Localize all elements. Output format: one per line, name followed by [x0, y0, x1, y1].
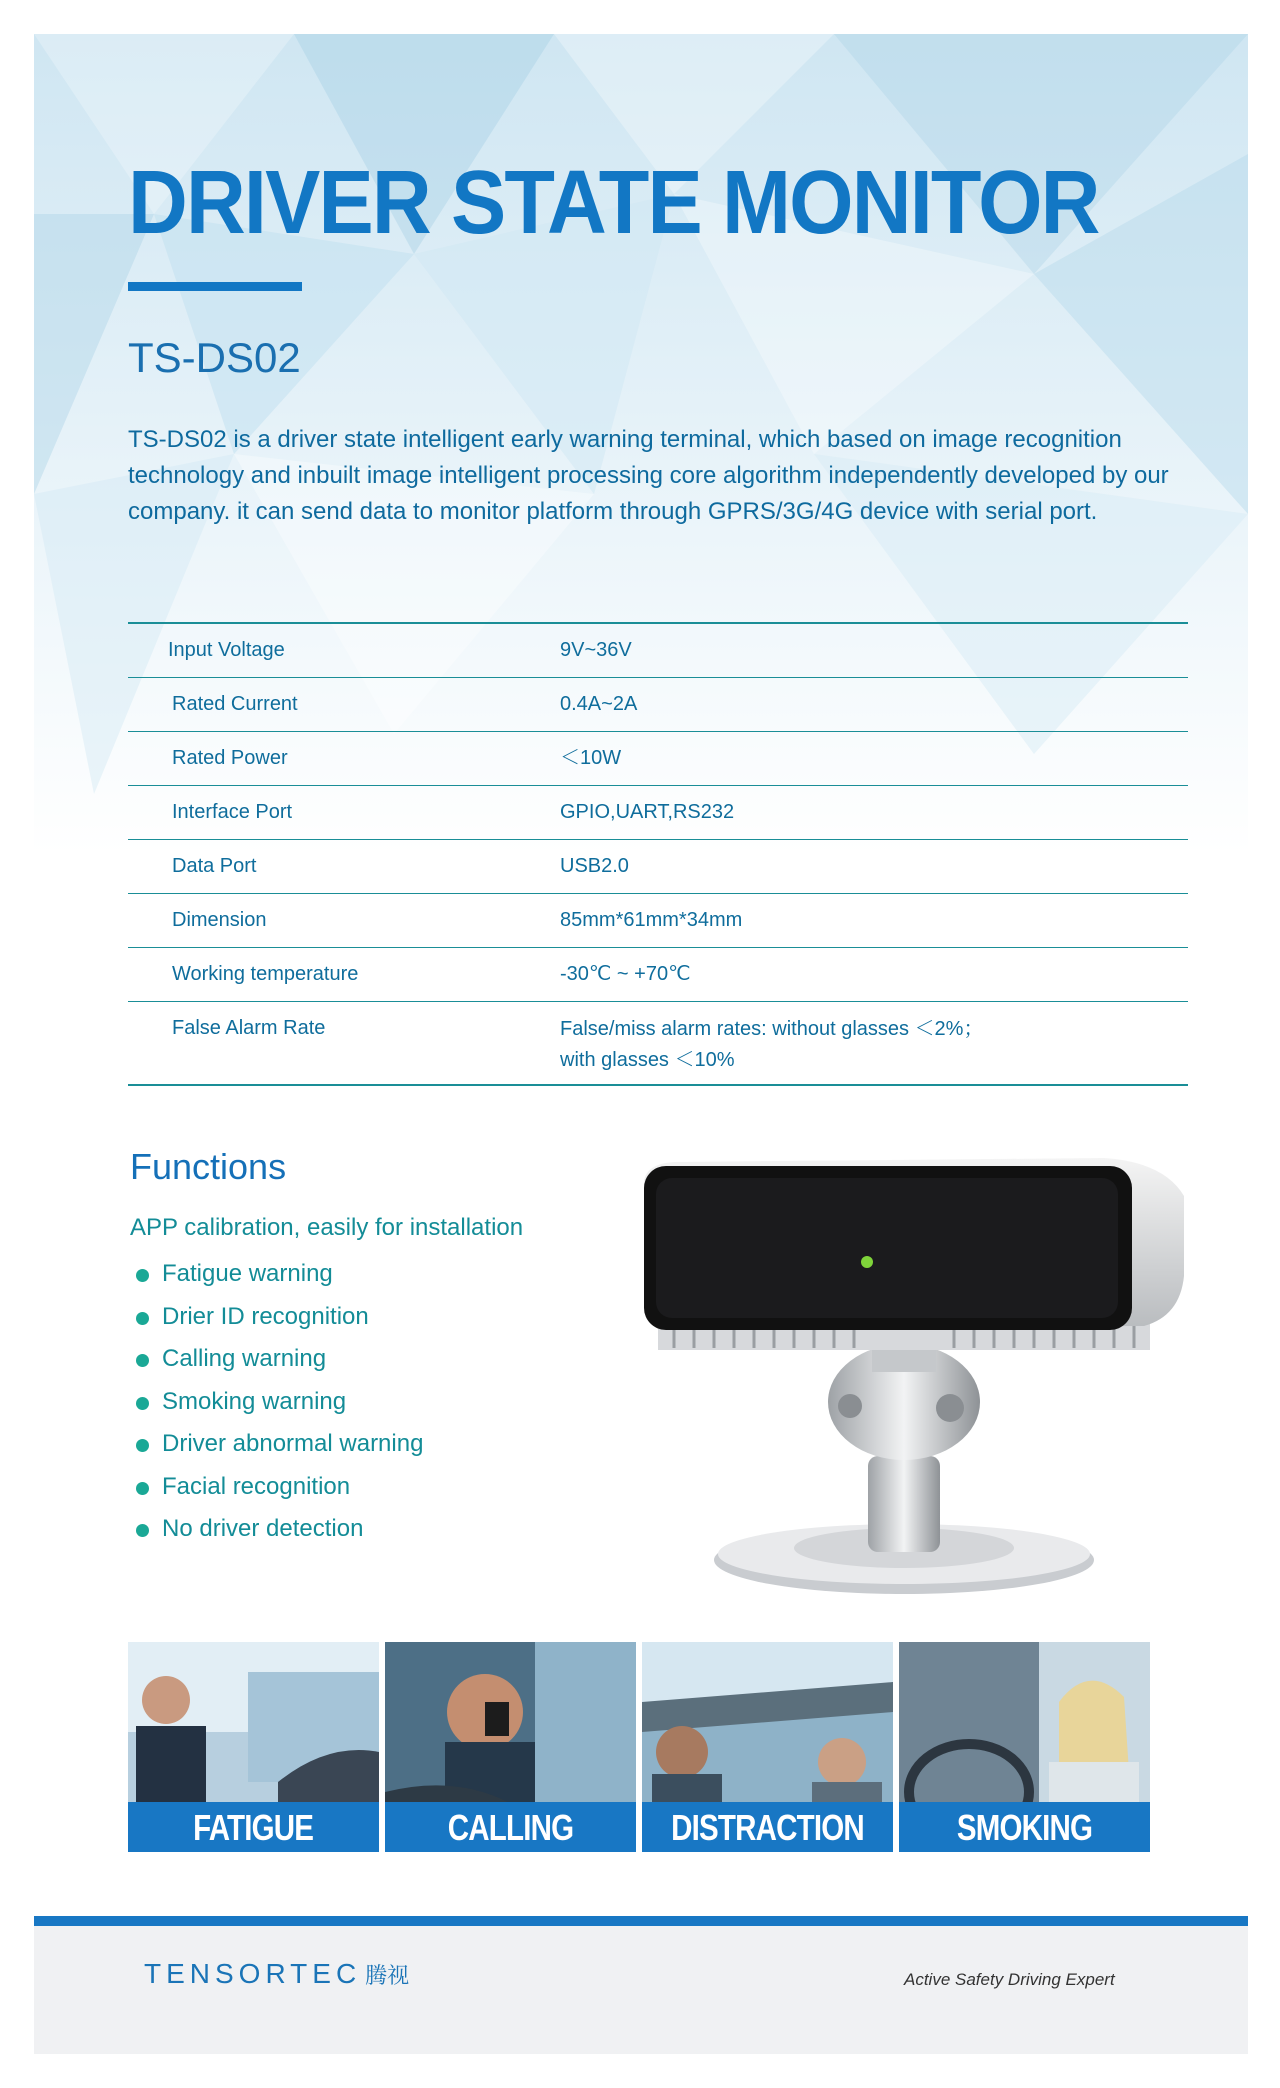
spec-value: 0.4A~2A: [560, 693, 638, 715]
bullet-icon: [136, 1524, 149, 1537]
brand-name-cn: 腾视: [365, 1962, 410, 1988]
spec-label: Dimension: [172, 909, 267, 931]
tile-label: DISTRACTION: [642, 1802, 893, 1852]
spec-value: [560, 1014, 1120, 1076]
spec-row: [128, 894, 1188, 948]
spec-value-line: with glasses ＜10%: [560, 1049, 735, 1071]
spec-label: Interface Port: [172, 801, 293, 823]
spec-row: [128, 786, 1188, 840]
tile-smoking: [899, 1642, 1150, 1852]
spec-value: ＜10W: [560, 747, 622, 769]
spec-row: [128, 840, 1188, 894]
spec-row: [128, 948, 1188, 1002]
page-title: DRIVER STATE MONITOR: [128, 153, 1099, 253]
title-underline: [128, 282, 302, 291]
spec-label: Rated Current: [172, 693, 298, 715]
tile-fatigue: [128, 1642, 379, 1852]
functions-title: Functions: [130, 1146, 287, 1187]
tile-label: FATIGUE: [128, 1802, 379, 1852]
spec-value: USB2.0: [560, 855, 629, 877]
tile-label: SMOKING: [899, 1802, 1150, 1852]
device-image: [604, 1156, 1204, 1596]
tile-distraction: [642, 1642, 893, 1852]
brand-name: TENSORTEC: [144, 1958, 362, 1989]
spec-row: [128, 624, 1188, 678]
tile-label: CALLING: [385, 1802, 636, 1852]
spec-row: [128, 1002, 1188, 1084]
spec-value: 85mm*61mm*34mm: [560, 909, 743, 931]
bullet-icon: [136, 1354, 149, 1367]
spec-value: GPIO,UART,RS232: [560, 801, 735, 823]
spec-value: 9V~36V: [560, 639, 632, 661]
functions-subtitle: APP calibration, easily for installation: [130, 1214, 524, 1241]
spec-label: Data Port: [172, 855, 257, 877]
spec-value-line: False/miss alarm rates: without glasses ＜2%；: [560, 1018, 984, 1040]
spec-row: [128, 732, 1188, 786]
footer: [34, 1926, 1248, 2054]
tagline: Active Safety Driving Expert: [904, 1970, 1115, 1989]
product-sheet: DRIVER STATE MONITOR TS-DS02 TS-DS02 is a driver state intelligent early warning terminal, which based on image recognition technology and inbuilt image intelligent processing core algorithm independently developed by our company. it can send data to monitor platform through GPRS/3G/4G device with serial port. Input Voltage 9V~36V Rated Current 0.4A~2A Rated Power ＜10W Interface Port GPIO,UART,RS232 Data Port USB2.0 Dimension 85mm*61mm*34mm Working temperature -30℃ ~ +70℃ False Alarm Rate False/miss alarm rates: without glasses ＜2%； with glasses ＜10% Functions APP calibration, easily for installation Fatigue warning Drier ID recognition Calling warning Smoking warning Driver abnormal warning Facial recognition No driver detection FATIGUE CALLING DISTRACTION SMOKING TENSORTEC 腾视 Active Safety Driving Expert: [34, 34, 1248, 2054]
spec-label: Working temperature: [172, 963, 359, 985]
tile-calling: [385, 1642, 636, 1852]
scenario-tiles: [128, 1642, 1186, 1852]
spec-value: -30℃ ~ +70℃: [560, 963, 691, 985]
spec-label: Input Voltage: [168, 639, 285, 661]
spec-label: Rated Power: [172, 747, 288, 769]
spec-row: [128, 678, 1188, 732]
bullet-icon: [136, 1397, 149, 1410]
bullet-icon: [136, 1269, 149, 1282]
spec-table: [128, 622, 1188, 1086]
model-name: TS-DS02: [128, 334, 301, 381]
intro-paragraph: TS-DS02 is a driver state intelligent early warning terminal, which based on image recognition technology and inbuilt image intelligent processing core algorithm independently developed by our company. it can send data to monitor platform through GPRS/3G/4G device with serial port.: [128, 426, 1169, 525]
bullet-icon: [136, 1439, 149, 1452]
brand-logo: [144, 1958, 409, 1990]
spec-label: False Alarm Rate: [172, 1017, 326, 1039]
bullet-icon: [136, 1482, 149, 1495]
footer-divider: [34, 1916, 1248, 1926]
bullet-icon: [136, 1312, 149, 1325]
